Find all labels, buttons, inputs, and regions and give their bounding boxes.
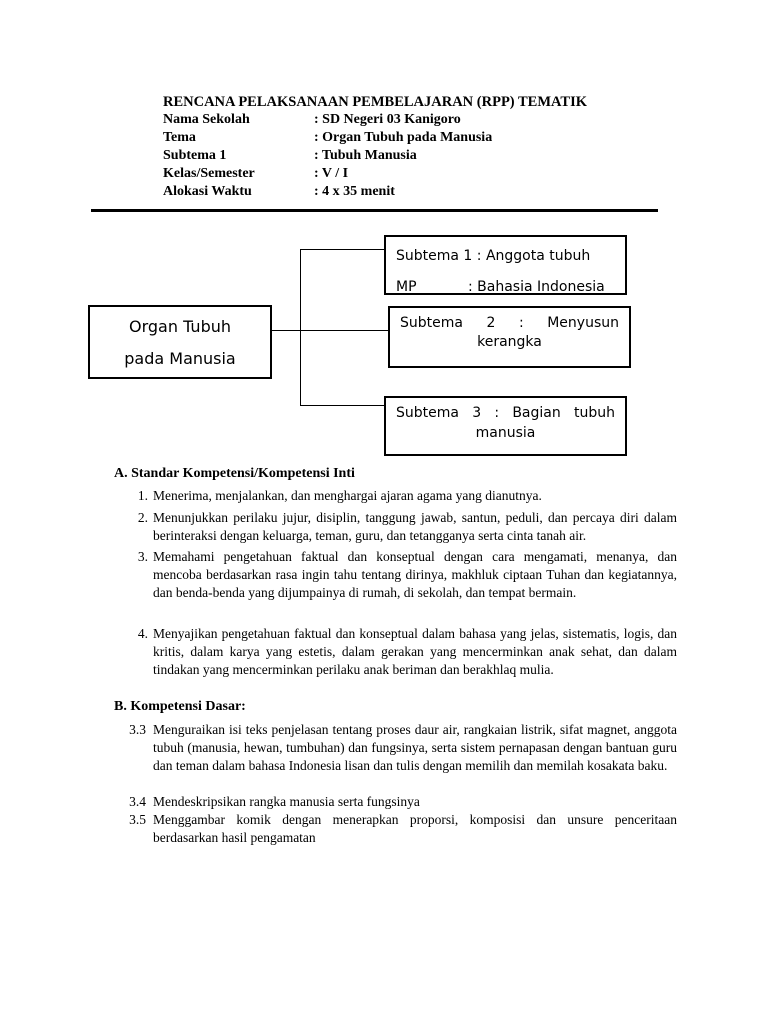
info-label-subtheme: Subtema 1 bbox=[163, 148, 227, 163]
list-item-number: 3.4 bbox=[129, 794, 146, 809]
list-item-number: 4. bbox=[137, 626, 148, 641]
list-item-number: 3.3 bbox=[129, 722, 146, 737]
info-value-time: : 4 x 35 menit bbox=[314, 184, 395, 199]
list-item-text: Menyajikan pengetahuan faktual dan konseptual dalam bahasa yang jelas, sistematis, logis, dan kritis, dalam karya yang estetis, dalam gerakan yang mencerminkan anak sehat, dan dalam tindakan yang mencerminkan perilaku anak beriman dan berakhlaq mulia. bbox=[153, 626, 677, 677]
diagram-subtema3-box bbox=[384, 396, 627, 456]
info-label-class: Kelas/Semester bbox=[163, 166, 255, 181]
list-item-number: 3. bbox=[137, 549, 148, 564]
info-label-theme: Tema bbox=[163, 130, 196, 145]
section-b-heading: B. Kompetensi Dasar: bbox=[114, 699, 246, 714]
subtema3-line1: Subtema 3 : Bagian tubuh bbox=[396, 405, 615, 421]
list-item-text: Memahami pengetahuan faktual dan konseptual dengan cara mengamati, menanya, dan mencoba berdasarkan rasa ingin tahu tentang dirinya, makhluk ciptaan Tuhan dan kegiatannya, dan benda-benda yang dijumpainya di rumah, di sekolah, dan tempat bermain. bbox=[153, 549, 677, 600]
list-item-number: 3.5 bbox=[129, 812, 146, 827]
list-item-text: Menggambar komik dengan menerapkan proporsi, komposisi dan unsure penceritaan berdasarkan hasil pengamatan bbox=[153, 812, 677, 845]
subtema1-mp-row bbox=[396, 272, 615, 303]
connector-to-subtema3 bbox=[300, 405, 385, 406]
info-value-theme: : Organ Tubuh pada Manusia bbox=[314, 130, 493, 145]
subtema2-line2: kerangka bbox=[477, 334, 542, 350]
list-item-number: 1. bbox=[137, 488, 148, 503]
info-label-time: Alokasi Waktu bbox=[163, 184, 252, 199]
connector-to-subtema1 bbox=[300, 249, 385, 250]
diagram-main-box bbox=[88, 305, 272, 379]
info-label-school: Nama Sekolah bbox=[163, 112, 250, 127]
section-a-heading: A. Standar Kompetensi/Kompetensi Inti bbox=[114, 466, 355, 481]
document-title: RENCANA PELAKSANAAN PEMBELAJARAN (RPP) TEMATIK bbox=[163, 94, 588, 110]
diagram-subtema2-box bbox=[388, 306, 631, 368]
subtema2-line1: Subtema 2 : Menyusun bbox=[400, 315, 619, 331]
list-item-number: 2. bbox=[137, 510, 148, 525]
info-value-subtheme: : Tubuh Manusia bbox=[314, 148, 417, 163]
list-item-text: Menunjukkan perilaku jujur, disiplin, tanggung jawab, santun, peduli, dan percaya diri dalam berinteraksi dengan keluarga, teman, guru, dan tetangganya serta cinta tanah air. bbox=[153, 510, 677, 543]
connector-to-subtema2 bbox=[272, 330, 388, 331]
subtema1-mp-label: MP bbox=[396, 279, 417, 295]
list-item-text: Menguraikan isi teks penjelasan tentang proses daur air, rangkaian listrik, sifat magnet, anggota tubuh (manusia, hewan, tumbuhan) dan fungsinya, serta sistem pernapasan dengan bantuan guru dan teman dalam bahasa Indonesia lisan dan tulis dengan memilih dan memilah kosakata baku. bbox=[153, 722, 677, 773]
list-item-text: Menerima, menjalankan, dan menghargai ajaran agama yang dianutnya. bbox=[153, 488, 542, 503]
header-divider bbox=[91, 209, 658, 212]
connector-vertical bbox=[300, 249, 301, 406]
diagram-subtema1-box bbox=[384, 235, 627, 295]
info-value-school: : SD Negeri 03 Kanigoro bbox=[314, 112, 461, 127]
info-value-class: : V / I bbox=[314, 166, 349, 181]
main-box-line1: Organ Tubuh bbox=[129, 317, 231, 336]
subtema3-line2: manusia bbox=[475, 425, 536, 441]
main-box-line2: pada Manusia bbox=[124, 349, 236, 368]
subtema1-text: Subtema 1 : Anggota tubuh bbox=[396, 248, 591, 264]
subtema1-mp-value: : Bahasia Indonesia bbox=[468, 279, 605, 295]
list-item-text: Mendeskripsikan rangka manusia serta fungsinya bbox=[153, 794, 420, 809]
